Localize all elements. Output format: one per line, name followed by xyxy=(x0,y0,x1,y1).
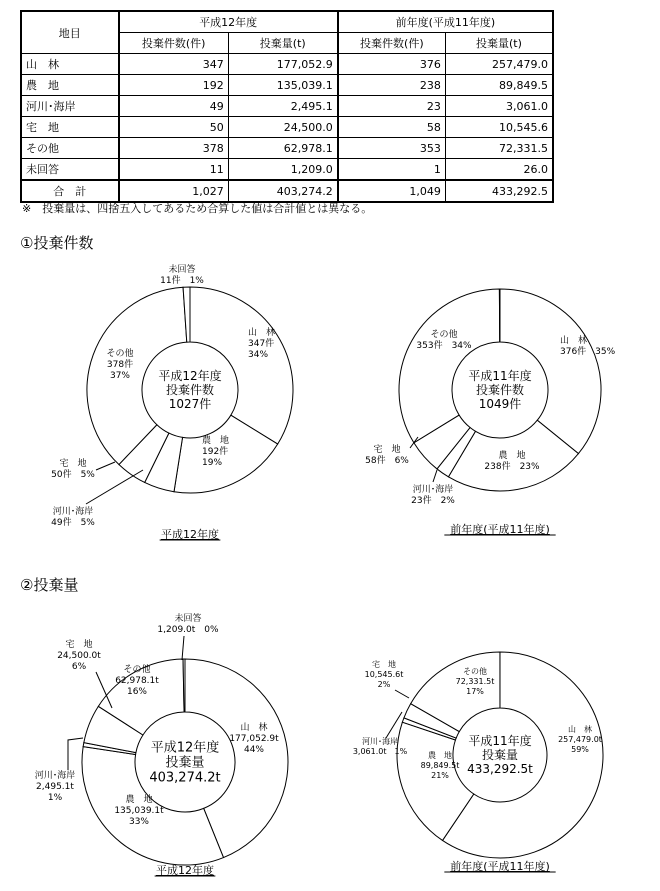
slice-label-line: 河川･海岸 xyxy=(52,507,94,517)
slice-label-line: 河川･海岸 xyxy=(34,771,76,781)
header-current-year: 平成12年度 xyxy=(119,11,338,33)
leader-line xyxy=(395,690,409,698)
slice-label-line: 21% xyxy=(431,771,449,780)
slice-label-line: 34% xyxy=(248,350,269,360)
slice-label-line: 農 地 xyxy=(498,451,526,461)
slice-label-line: 11件 1% xyxy=(160,276,204,286)
center-label-line: 投棄件数 xyxy=(475,383,525,398)
slice-label xyxy=(365,443,409,466)
slice-label-line: 宅 地 xyxy=(373,445,401,455)
slice-label-line: 宅 地 xyxy=(59,459,87,469)
center-label-line: 投棄量 xyxy=(165,755,205,771)
slice-label-line: 24,500.0t xyxy=(57,651,101,661)
row-prev-amount: 10,545.6 xyxy=(445,117,553,138)
slice-label-line: 17% xyxy=(466,687,484,696)
slice-label-line: 347件 xyxy=(248,339,275,349)
slice-label xyxy=(51,457,95,480)
slice-label-line: 257,479.0t xyxy=(558,735,602,744)
slice-label-line: 62,978.1t xyxy=(115,676,159,686)
slice-label-line: 1,209.0t 0% xyxy=(157,625,219,635)
row-category: その他 xyxy=(21,138,119,159)
slice-label-line: 河川･海岸 xyxy=(412,485,454,495)
slice-label-line: 50件 5% xyxy=(51,470,95,480)
chart-title: 前年度(平成11年度) xyxy=(450,860,550,873)
chart-title: 前年度(平成11年度) xyxy=(450,523,550,536)
center-label xyxy=(468,368,531,411)
row-category: 農 地 xyxy=(21,75,119,96)
slice-label-line: 135,039.1t xyxy=(114,806,164,816)
row-cur-amount: 135,039.1 xyxy=(228,75,338,96)
row-prev-count: 58 xyxy=(338,117,446,138)
center-label-line: 投棄件数 xyxy=(165,383,215,398)
slice-label-line: 未回答 xyxy=(168,265,196,275)
leader-line xyxy=(433,470,437,482)
slice-label-line: 3,061.0t 1% xyxy=(352,747,408,756)
header-cur-amount: 投棄量(t) xyxy=(228,33,338,54)
center-label-line: 平成11年度 xyxy=(468,369,532,384)
section-title-count: ①投棄件数 xyxy=(20,234,94,252)
slice-label-line: 山 林 xyxy=(248,328,276,338)
row-prev-count: 376 xyxy=(338,54,446,75)
row-cur-amount: 177,052.9 xyxy=(228,54,338,75)
table-note: ※ 投棄量は、四捨五入してあるため合算した値は合計値とは異なる。 xyxy=(22,202,373,215)
slice-label-line: 37% xyxy=(109,371,131,381)
row-category: 河川･海岸 xyxy=(21,96,119,117)
slice-label-line: 89,849.5t xyxy=(420,761,460,770)
section-title-amount: ②投棄量 xyxy=(20,576,79,594)
row-prev-amount: 26.0 xyxy=(445,159,553,181)
slice-label-line: 33% xyxy=(128,817,150,827)
total-prev-count: 1,049 xyxy=(338,180,446,202)
slice-label-line: 2% xyxy=(377,680,391,689)
row-cur-count: 49 xyxy=(119,96,229,117)
slice-label xyxy=(365,659,404,689)
slice-label-line: 宅 地 xyxy=(372,660,396,669)
pie-slice xyxy=(190,287,293,444)
row-category: 未回答 xyxy=(21,159,119,181)
row-prev-amount: 72,331.5 xyxy=(445,138,553,159)
slice-label xyxy=(160,263,204,286)
leader-line xyxy=(68,738,83,770)
center-label-line: 投棄量 xyxy=(481,748,519,763)
slice-label-line: 353件 34% xyxy=(416,341,472,351)
row-cur-count: 378 xyxy=(119,138,229,159)
row-cur-count: 192 xyxy=(119,75,229,96)
chart-title: 平成12年度 xyxy=(156,864,214,877)
row-prev-count: 1 xyxy=(338,159,446,181)
row-prev-amount: 257,479.0 xyxy=(445,54,553,75)
row-cur-count: 50 xyxy=(119,117,229,138)
row-cur-amount: 24,500.0 xyxy=(228,117,338,138)
slice-label-line: 16% xyxy=(126,687,148,697)
slice-label-line: 23件 2% xyxy=(411,496,455,506)
center-label xyxy=(467,733,533,776)
slice-label-line: 192件 xyxy=(202,447,229,457)
center-label-line: 1027件 xyxy=(168,397,212,412)
slice-label xyxy=(51,505,95,528)
total-prev-amount: 433,292.5 xyxy=(445,180,553,202)
slice-label-line: 1% xyxy=(47,793,63,803)
slice-label-line: 49件 5% xyxy=(51,518,95,528)
header-prev-amount: 投棄量(t) xyxy=(445,33,553,54)
slice-label-line: 19% xyxy=(202,458,223,468)
pie-chart xyxy=(353,652,603,873)
row-prev-amount: 3,061.0 xyxy=(445,96,553,117)
row-cur-amount: 1,209.0 xyxy=(228,159,338,181)
slice-label-line: 59% xyxy=(571,745,589,754)
leader-line xyxy=(96,462,115,470)
slice-label-line: 378件 xyxy=(106,360,134,370)
row-prev-count: 353 xyxy=(338,138,446,159)
slice-label-line: 177,052.9t xyxy=(229,734,279,744)
header-previous-year: 前年度(平成11年度) xyxy=(338,11,553,33)
slice-label-line: 44% xyxy=(243,745,265,755)
slice-label-line: 農 地 xyxy=(428,751,452,760)
slice-label-line: 農 地 xyxy=(202,436,230,446)
slice-label-line: 山 林 xyxy=(560,336,588,346)
center-label xyxy=(149,740,220,786)
slice-label-line: 山 林 xyxy=(568,725,592,734)
slice-label-line: 238件 23% xyxy=(484,462,540,472)
header-cur-count: 投棄件数(件) xyxy=(119,33,229,54)
slice-label xyxy=(57,638,101,672)
pie-chart xyxy=(51,263,293,541)
center-label-line: 1049件 xyxy=(478,397,522,412)
slice-label-line: 6% xyxy=(71,662,87,672)
row-cur-count: 11 xyxy=(119,159,229,181)
slice-label-line: 宅 地 xyxy=(65,640,93,650)
slice-label-line: 山 林 xyxy=(240,723,268,733)
slice-label xyxy=(411,483,455,506)
slice-label-line: その他 xyxy=(106,349,134,359)
center-label-line: 平成12年度 xyxy=(150,740,220,756)
center-label-line: 平成11年度 xyxy=(468,734,532,749)
total-category: 合 計 xyxy=(21,180,119,202)
total-cur-amount: 403,274.2 xyxy=(228,180,338,202)
row-prev-count: 238 xyxy=(338,75,446,96)
row-cur-amount: 62,978.1 xyxy=(228,138,338,159)
pie-chart xyxy=(35,612,288,877)
slice-label-line: 農 地 xyxy=(125,795,153,805)
slice-label xyxy=(35,769,76,803)
chart-title: 平成12年度 xyxy=(161,528,219,541)
row-category: 宅 地 xyxy=(21,117,119,138)
center-label xyxy=(158,368,221,411)
slice-label-line: 未回答 xyxy=(174,614,202,624)
center-label-line: 433,292.5t xyxy=(467,762,533,777)
slice-label-line: 376件 35% xyxy=(560,347,616,357)
slice-label xyxy=(157,612,219,635)
slice-label-line: 10,545.6t xyxy=(364,670,404,679)
pie-slice xyxy=(499,289,500,342)
row-cur-amount: 2,495.1 xyxy=(228,96,338,117)
slice-label-line: その他 xyxy=(123,665,151,675)
pie-chart xyxy=(365,289,615,536)
slice-label-line: その他 xyxy=(463,667,487,676)
center-label-line: 平成12年度 xyxy=(158,369,222,384)
header-category: 地目 xyxy=(21,11,119,54)
total-cur-count: 1,027 xyxy=(119,180,229,202)
slice-label-line: 河川･海岸 xyxy=(362,737,398,746)
leader-line xyxy=(182,636,184,660)
row-category: 山 林 xyxy=(21,54,119,75)
slice-label-line: その他 xyxy=(430,330,458,340)
slice-label-line: 2,495.1t xyxy=(36,782,74,792)
row-prev-amount: 89,849.5 xyxy=(445,75,553,96)
row-cur-count: 347 xyxy=(119,54,229,75)
slice-label-line: 72,331.5t xyxy=(455,677,495,686)
pie-slice xyxy=(399,289,500,443)
row-prev-count: 23 xyxy=(338,96,446,117)
slice-label xyxy=(106,347,133,381)
slice-label-line: 58件 6% xyxy=(365,456,409,466)
center-label-line: 403,274.2t xyxy=(149,770,221,786)
header-prev-count: 投棄件数(件) xyxy=(338,33,446,54)
